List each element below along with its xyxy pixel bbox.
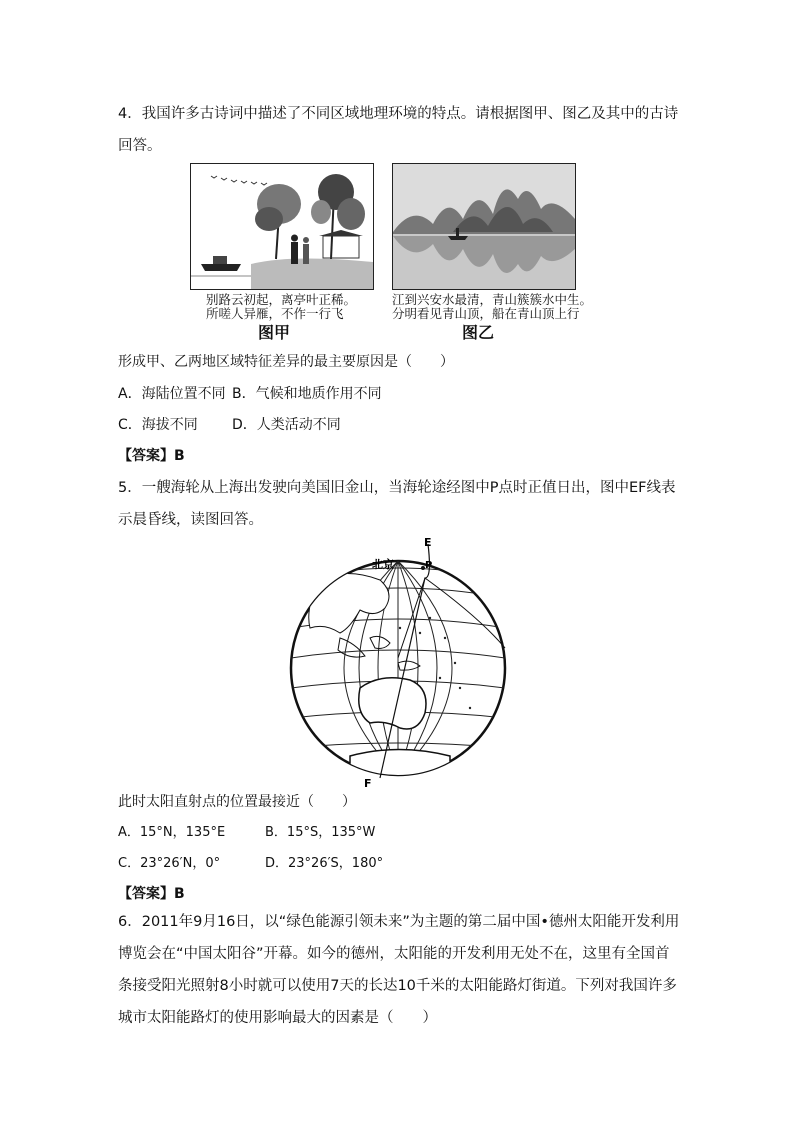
globe-label-f: F — [364, 777, 372, 788]
q4-option-a: A．海陆位置不同 — [118, 386, 226, 402]
globe-label-e: E — [424, 538, 432, 549]
globe-label-beijing: 北京 — [372, 558, 394, 571]
q4-option-b: B．气候和地质作用不同 — [232, 386, 382, 402]
q4-answer: 【答案】B — [118, 448, 185, 464]
q5-text: 5．一艘海轮从上海出发驶向美国旧金山，当海轮途经图中P点时正值日出，图中EF线表示晨昏线，读图回答。 — [118, 480, 676, 528]
q4-option-c: C．海拔不同 — [118, 417, 198, 433]
q5-option-c: C．23°26′N，0° — [118, 856, 221, 871]
figure-yi-label: 图乙 — [462, 323, 495, 342]
globe-figure — [280, 538, 520, 788]
q4-question: 形成甲、乙两地区域特征差异的最主要原因是（ ） — [118, 354, 454, 370]
q4-option-d: D．人类活动不同 — [232, 417, 341, 433]
globe-label-p: P — [425, 560, 433, 571]
figure-jia-image — [190, 163, 374, 290]
q5-option-b: B．15°S，135°W — [265, 825, 376, 840]
q5-option-a: A．15°N，135°E — [118, 825, 226, 840]
q5-answer: 【答案】B — [118, 886, 185, 902]
figure-jia-label: 图甲 — [258, 323, 291, 342]
figure-yi-poem-line1: 江到兴安水最清，青山簇簇水中生。 — [392, 292, 593, 307]
q5-option-d: D．23°26′S，180° — [265, 856, 384, 871]
q6-text: 6．2011年9月16日，以“绿色能源引领未来”为主题的第二届中国•德州太阳能开发利用博览会在“中国太阳谷”开幕。如今的德州，太阳能的开发利用无处不在，这里有全国首条接受阳光照射8小时就可以使用7天的长达10千米的太阳能路灯街道。下列对我国许多城市太阳能路灯的使用影响最大的因素是（ ） — [118, 914, 680, 1026]
figure-jia-poem-line2: 所嗟人异雁，不作一行飞 — [206, 306, 344, 321]
figure-yi-poem-line2: 分明看见青山顶，船在青山顶上行 — [392, 306, 580, 321]
figure-yi-image — [392, 163, 576, 290]
figure-jia-poem-line1: 别路云初起，离亭叶正稀。 — [206, 292, 357, 307]
q5-question: 此时太阳直射点的位置最接近（ ） — [118, 794, 356, 810]
q4-text: 4．我国许多古诗词中描述了不同区域地理环境的特点。请根据图甲、图乙及其中的古诗回答。 — [118, 106, 679, 154]
